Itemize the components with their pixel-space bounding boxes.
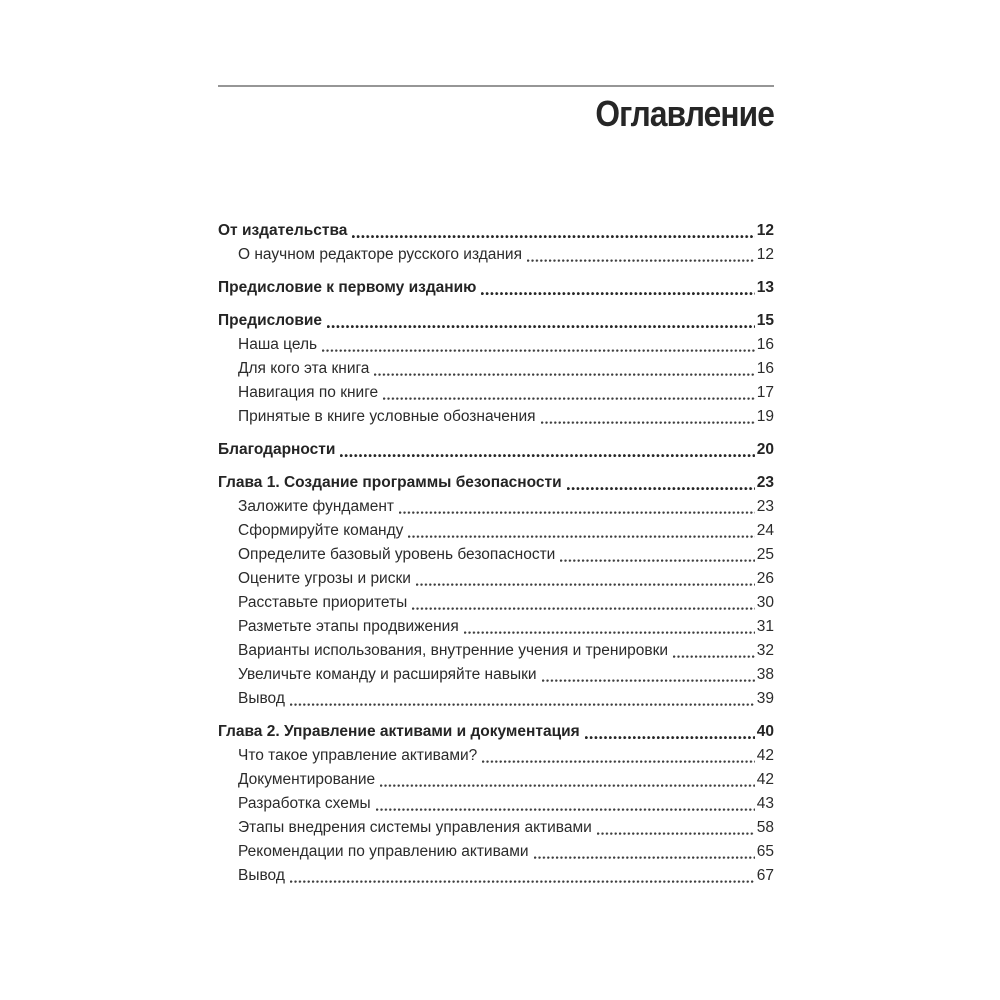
toc-entry [218, 864, 774, 888]
toc-entry-page: 19 [756, 408, 774, 425]
toc-entry [218, 276, 774, 300]
toc-entry [218, 591, 774, 615]
toc-entry-page: 39 [756, 690, 774, 707]
toc-entry-page: 42 [756, 771, 774, 788]
toc-entry-label: Вывод [238, 867, 285, 884]
toc-entry [218, 357, 774, 381]
dot-leader [376, 807, 755, 812]
dot-leader [560, 558, 754, 563]
toc-entry [218, 744, 774, 768]
toc-entry-label: Заложите фундамент [238, 498, 395, 515]
toc-entry [218, 768, 774, 792]
toc-entry-label: Для кого эта книга [238, 360, 370, 377]
toc-entry-label: Предисловие [218, 312, 323, 329]
toc-entry-page: 12 [756, 222, 774, 239]
dot-leader [534, 855, 755, 860]
toc-entry [218, 333, 774, 357]
toc-entry-label: Определите базовый уровень безопасности [238, 546, 556, 563]
toc-entry-label: Глава 2. Управление активами и документация [218, 723, 580, 740]
toc-entry [218, 243, 774, 267]
toc-entry [218, 495, 774, 519]
toc-entry-label: Вывод [238, 690, 285, 707]
toc-entry-page: 31 [756, 618, 774, 635]
dot-leader [399, 510, 755, 515]
toc-entry [218, 720, 774, 744]
toc-entry-page: 12 [756, 246, 774, 263]
dot-leader [585, 735, 755, 740]
dot-leader [464, 630, 755, 635]
toc-entry-page: 38 [756, 666, 774, 683]
toc-entry-page: 13 [756, 279, 774, 296]
dot-leader [383, 396, 755, 401]
toc-entry-label: Сформируйте команду [238, 522, 404, 539]
toc-entry-page: 43 [756, 795, 774, 812]
toc-entry [218, 840, 774, 864]
toc-entry-page: 42 [756, 747, 774, 764]
dot-leader [597, 831, 755, 836]
toc-entry-page: 25 [756, 546, 774, 563]
toc-entry-label: Рекомендации по управлению активами [238, 843, 529, 860]
dot-leader [481, 291, 754, 296]
toc-entry-label: Навигация по книге [238, 384, 379, 401]
toc-entry [218, 219, 774, 243]
toc-entry-page: 58 [756, 819, 774, 836]
dot-leader [541, 420, 755, 425]
toc-entry-label: Расставьте приоритеты [238, 594, 408, 611]
toc-entry [218, 792, 774, 816]
dot-leader [340, 453, 754, 458]
toc-entry-page: 32 [756, 642, 774, 659]
toc-entry [218, 663, 774, 687]
toc-entry [218, 438, 774, 462]
dot-leader [412, 606, 754, 611]
toc-entry-page: 15 [756, 312, 774, 329]
toc-entry-page: 67 [756, 867, 774, 884]
toc-entry [218, 816, 774, 840]
toc-entry [218, 471, 774, 495]
toc-entry-page: 23 [756, 474, 774, 491]
toc-entry-page: 26 [756, 570, 774, 587]
toc-entry-page: 23 [756, 498, 774, 515]
toc-entry [218, 687, 774, 711]
dot-leader [542, 678, 755, 683]
toc-entry-label: Разметьте этапы продвижения [238, 618, 459, 635]
toc-entry-label: Предисловие к первому изданию [218, 279, 477, 296]
toc-entry [218, 543, 774, 567]
toc-entry-page: 16 [756, 336, 774, 353]
toc-entry-label: Благодарности [218, 441, 336, 458]
dot-leader [527, 258, 755, 263]
toc-entry-page: 40 [756, 723, 774, 740]
toc-entry-page: 30 [756, 594, 774, 611]
toc-entry-page: 65 [756, 843, 774, 860]
dot-leader [408, 534, 754, 539]
toc-entry-label: Варианты использования, внутренние учения и тренировки [238, 642, 669, 659]
toc-entry-label: Принятые в книге условные обозначения [238, 408, 536, 425]
toc-entry-label: Оцените угрозы и риски [238, 570, 411, 587]
toc-entry-label: О научном редакторе русского издания [238, 246, 522, 263]
toc-entry-label: Глава 1. Создание программы безопасности [218, 474, 562, 491]
toc-entry [218, 567, 774, 591]
toc-entry [218, 309, 774, 333]
toc-entry-page: 24 [756, 522, 774, 539]
toc-entry-label: Документирование [238, 771, 376, 788]
dot-leader [482, 759, 754, 764]
toc-entry-label: Наша цель [238, 336, 318, 353]
toc-entry-page: 20 [756, 441, 774, 458]
dot-leader [290, 702, 755, 707]
toc-entry-label: Этапы внедрения системы управления активами [238, 819, 592, 836]
header-rule [218, 85, 774, 87]
toc-list [218, 219, 774, 888]
dot-leader [416, 582, 755, 587]
toc-entry-label: Разработка схемы [238, 795, 371, 812]
toc-entry-label: От издательства [218, 222, 348, 239]
toc-entry [218, 405, 774, 429]
toc-entry-page: 16 [756, 360, 774, 377]
dot-leader [673, 654, 755, 659]
toc-entry [218, 639, 774, 663]
toc-entry-label: Что такое управление активами? [238, 747, 478, 764]
dot-leader [567, 486, 755, 491]
toc-entry [218, 615, 774, 639]
page-title: Оглавление [595, 93, 774, 134]
dot-leader [352, 234, 754, 239]
dot-leader [327, 324, 755, 329]
dot-leader [322, 348, 755, 353]
toc-entry-page: 17 [756, 384, 774, 401]
dot-leader [374, 372, 754, 377]
page-header [218, 85, 774, 134]
dot-leader [290, 879, 755, 884]
toc-entry [218, 381, 774, 405]
dot-leader [380, 783, 755, 788]
toc-entry-label: Увеличьте команду и расширяйте навыки [238, 666, 537, 683]
toc-entry [218, 519, 774, 543]
